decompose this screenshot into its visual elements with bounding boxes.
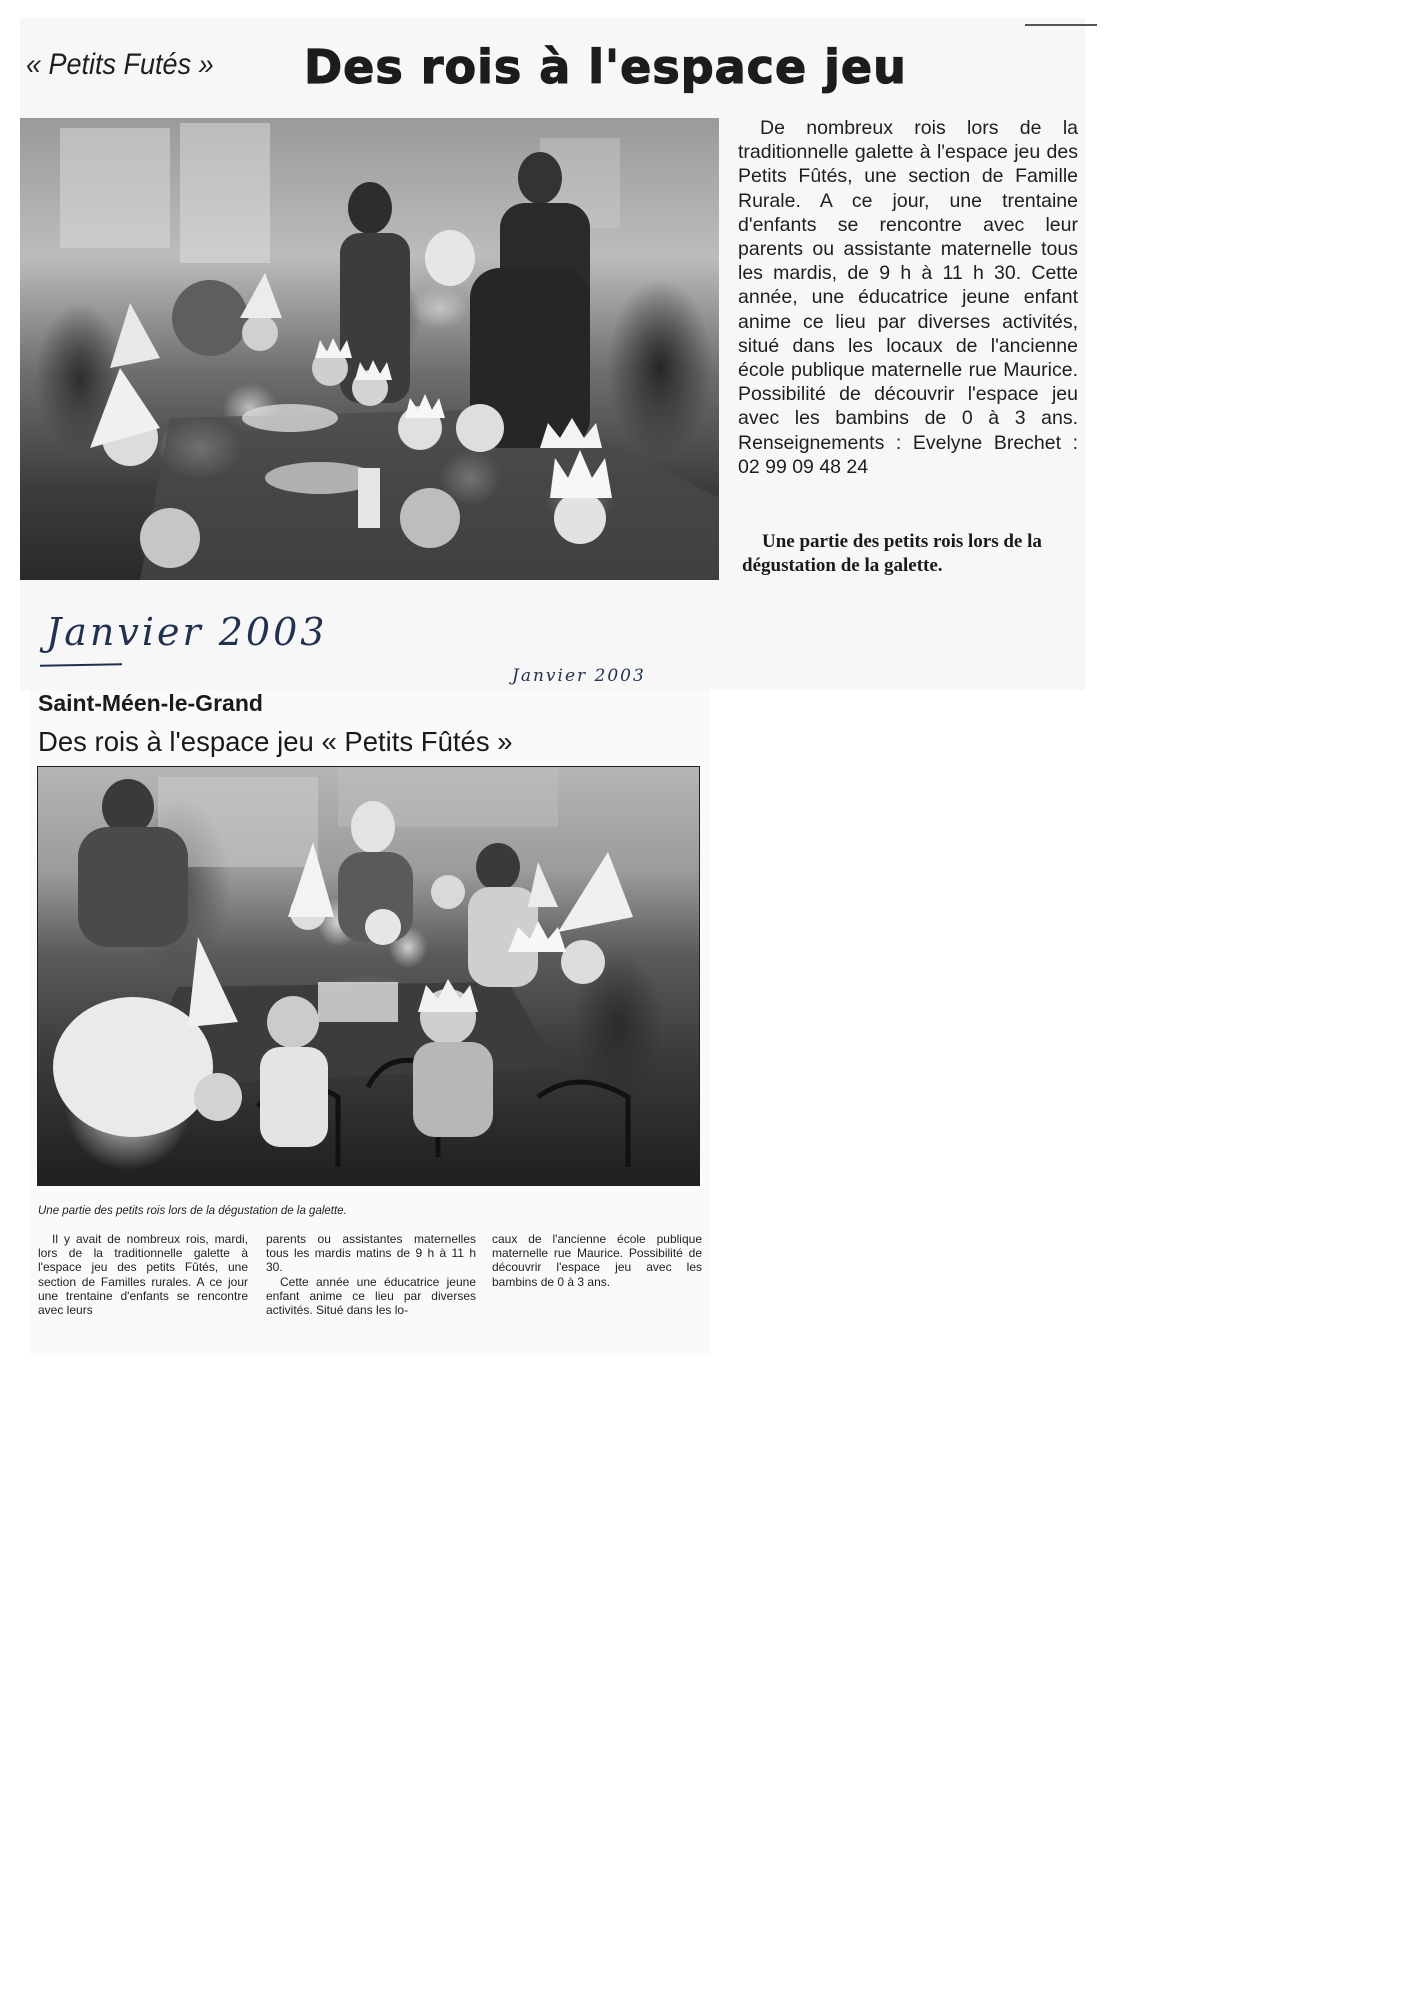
photo-caption-2: Une partie des petits rois lors de la dégustation de la galette. xyxy=(38,1205,347,1217)
photo-illustration-2 xyxy=(38,767,698,1184)
photo-children-kings xyxy=(20,118,719,580)
photo-children-table xyxy=(37,766,700,1186)
clipping-headline: Des rois à l'espace jeu xyxy=(304,40,907,94)
dateline-location: Saint-Méen-le-Grand xyxy=(38,690,263,716)
newspaper-clipping-2 xyxy=(30,690,710,1355)
column-text: Cette année une éducatrice jeune enfant anime ce lieu par diverses activités. Situé dans les lo- xyxy=(266,1274,476,1318)
clipping-kicker: « Petits Futés » xyxy=(26,48,214,81)
article-column-1 xyxy=(38,1232,248,1317)
column-text: Il y avait de nombreux rois, mardi, lors de la traditionnelle galette à l'espace jeu des petits Fûtés, une section de Familles rurales. A ce jour une trentaine d'enfants se rencontre avec leurs xyxy=(38,1232,248,1318)
column-text: parents ou assistantes maternelles tous les mardis matins de 9 h à 11 h 30. xyxy=(266,1232,476,1275)
handwritten-date-small: Janvier 2003 xyxy=(512,666,646,686)
article-column-2 xyxy=(266,1232,476,1317)
rule-line xyxy=(1025,24,1097,26)
photo-caption xyxy=(742,530,1082,578)
photo-illustration xyxy=(20,118,719,580)
article-column-3 xyxy=(492,1232,702,1289)
caption-text: Une partie des petits rois lors de la dégustation de la galette. xyxy=(742,531,1042,576)
handwritten-date: Janvier 2003 xyxy=(46,610,328,654)
clipping-headline-2: Des rois à l'espace jeu « Petits Fûtés » xyxy=(38,726,513,757)
body-paragraph: De nombreux rois lors de la traditionnelle galette à l'espace jeu des Petits Fûtés, une section de Famille Rurale. A ce jour, une trentaine d'enfants se rencontre avec leur parents ou assistante maternelle tous les mardis, de 9 h à 11 h 30. Cette année, une éducatrice jeune enfant anime ce lieu par diverses activités, situé dans les locaux de l'ancienne école publique maternelle rue Maurice. Possibilité de découvrir l'espace jeu avec les bambins de 0 à 3 ans. Renseignements : Evelyne Brechet : 02 99 09 48 24 xyxy=(738,117,1078,478)
newspaper-clipping-1 xyxy=(20,18,1085,690)
clipping-body-text xyxy=(738,116,1078,479)
column-text: caux de l'ancienne école publique maternelle rue Maurice. Possibilité de découvrir l'espace jeu avec les bambins de 0 à 3 ans. xyxy=(492,1232,702,1289)
